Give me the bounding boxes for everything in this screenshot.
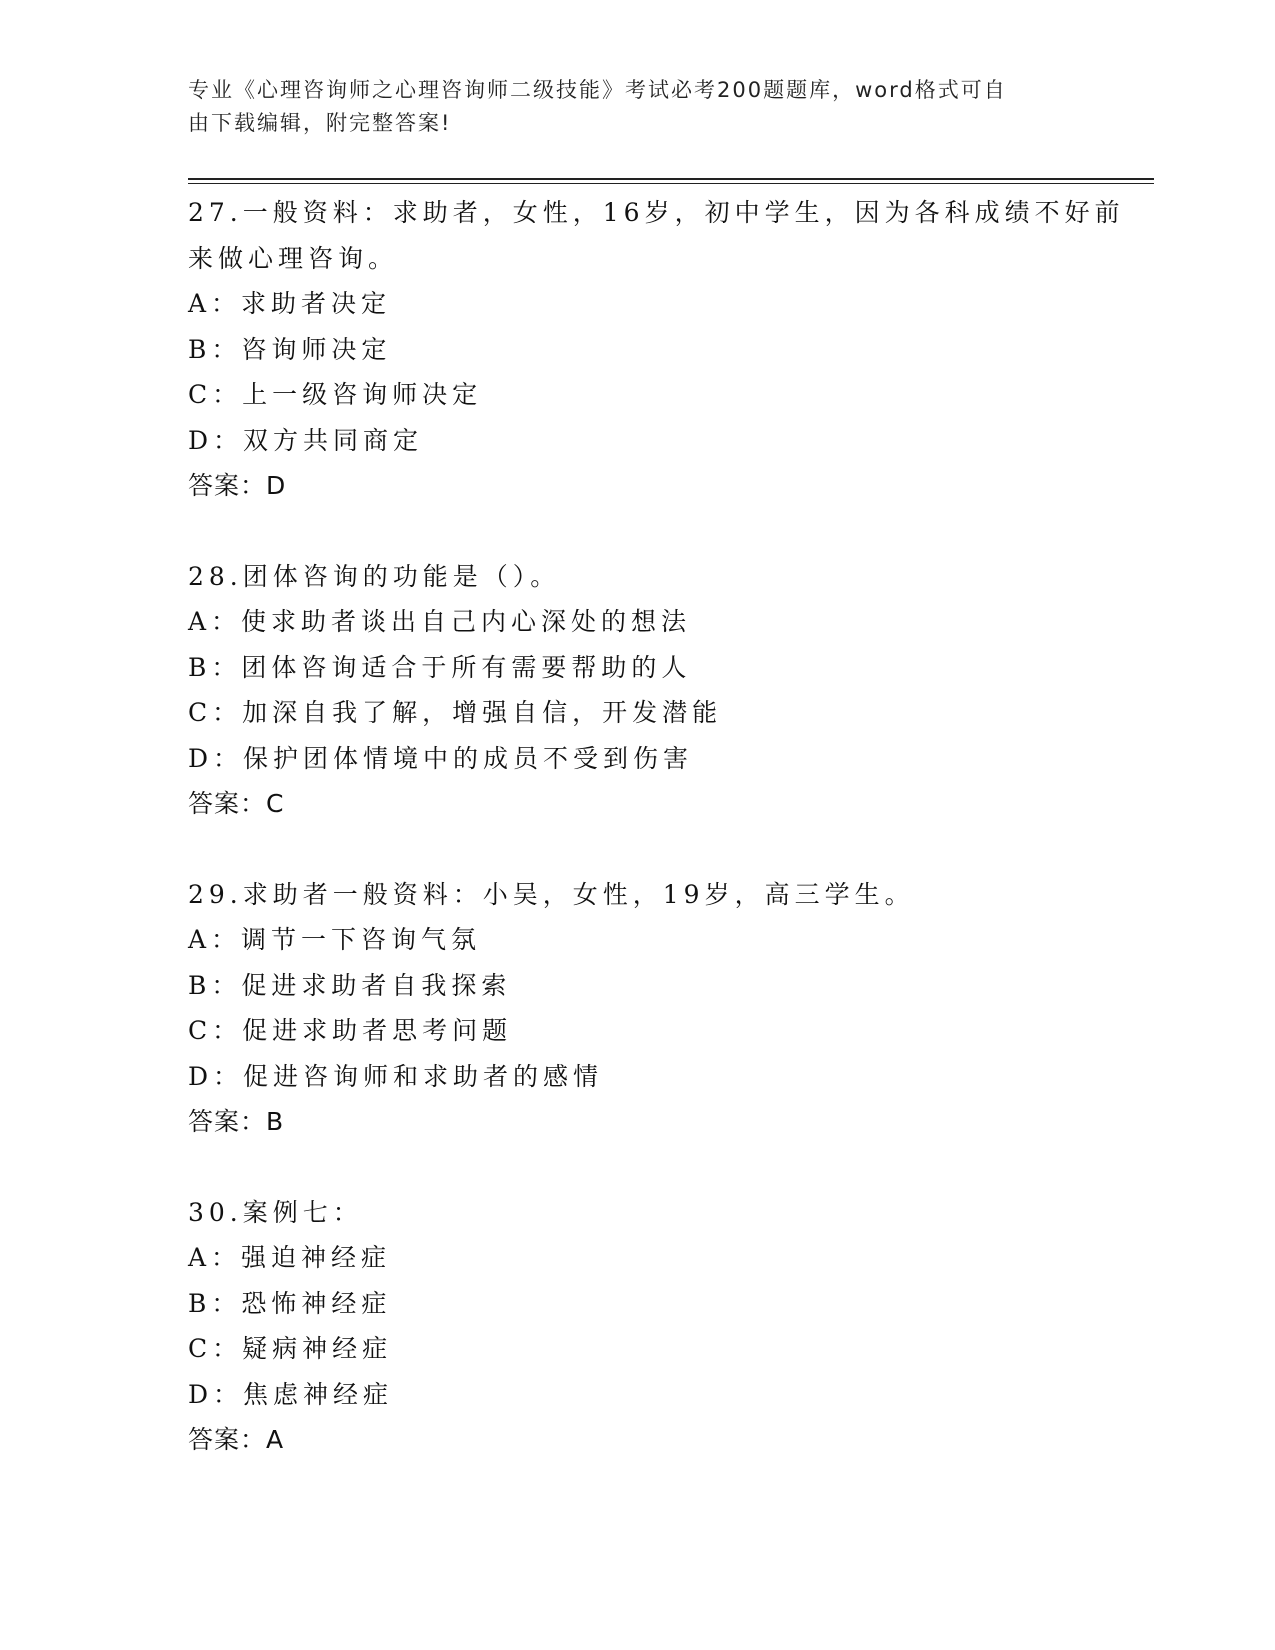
header-line-2: 由下载编辑，附完整答案! [188, 111, 452, 135]
option-a: A：使求助者谈出自己内心深处的想法 [188, 607, 692, 636]
question-29 [188, 872, 1148, 1145]
header-line-1: 专业《心理咨询师之心理咨询师二级技能》考试必考200题题库，word格式可自 [188, 78, 1007, 102]
header-divider-thin [188, 183, 1154, 184]
option-c: C：疑病神经症 [188, 1334, 393, 1363]
option-b: B：促进求助者自我探索 [188, 970, 512, 1000]
answer-line: 答案：D [188, 471, 287, 500]
option-b: B：团体咨询适合于所有需要帮助的人 [188, 652, 692, 682]
question-28 [188, 554, 1148, 827]
answer-line: 答案：A [188, 1425, 285, 1454]
option-d: D：保护团体情境中的成员不受到伤害 [188, 743, 694, 773]
option-d: D：促进咨询师和求助者的感情 [188, 1061, 604, 1091]
question-stem-line: 来做心理咨询。 [188, 243, 399, 273]
option-a: A：调节一下咨询气氛 [188, 925, 482, 954]
option-d: D：双方共同商定 [188, 425, 424, 455]
option-a: A：强迫神经症 [188, 1243, 392, 1272]
header-divider-thick [188, 178, 1154, 180]
option-a: A：求助者决定 [188, 289, 392, 318]
option-c: C：上一级咨询师决定 [188, 380, 483, 409]
question-list [188, 190, 1148, 1508]
document-header [188, 74, 1068, 140]
option-c: C：加深自我了解，增强自信，开发潜能 [188, 698, 723, 727]
question-30 [188, 1190, 1148, 1463]
question-stem-line: 29.求助者一般资料：小吴，女性，19岁，高三学生。 [188, 879, 915, 909]
answer-line: 答案：C [188, 789, 285, 818]
option-d: D：焦虑神经症 [188, 1379, 394, 1409]
answer-line: 答案：B [188, 1107, 285, 1136]
question-stem-line: 30.案例七： [188, 1197, 363, 1227]
question-stem-line: 27.一般资料：求助者，女性，16岁，初中学生，因为各科成绩不好前 [188, 198, 1125, 227]
question-stem-line: 28.团体咨询的功能是（）。 [188, 561, 561, 591]
option-c: C：促进求助者思考问题 [188, 1016, 513, 1045]
option-b: B：恐怖神经症 [188, 1288, 392, 1318]
question-27 [188, 190, 1148, 509]
option-b: B：咨询师决定 [188, 334, 392, 364]
